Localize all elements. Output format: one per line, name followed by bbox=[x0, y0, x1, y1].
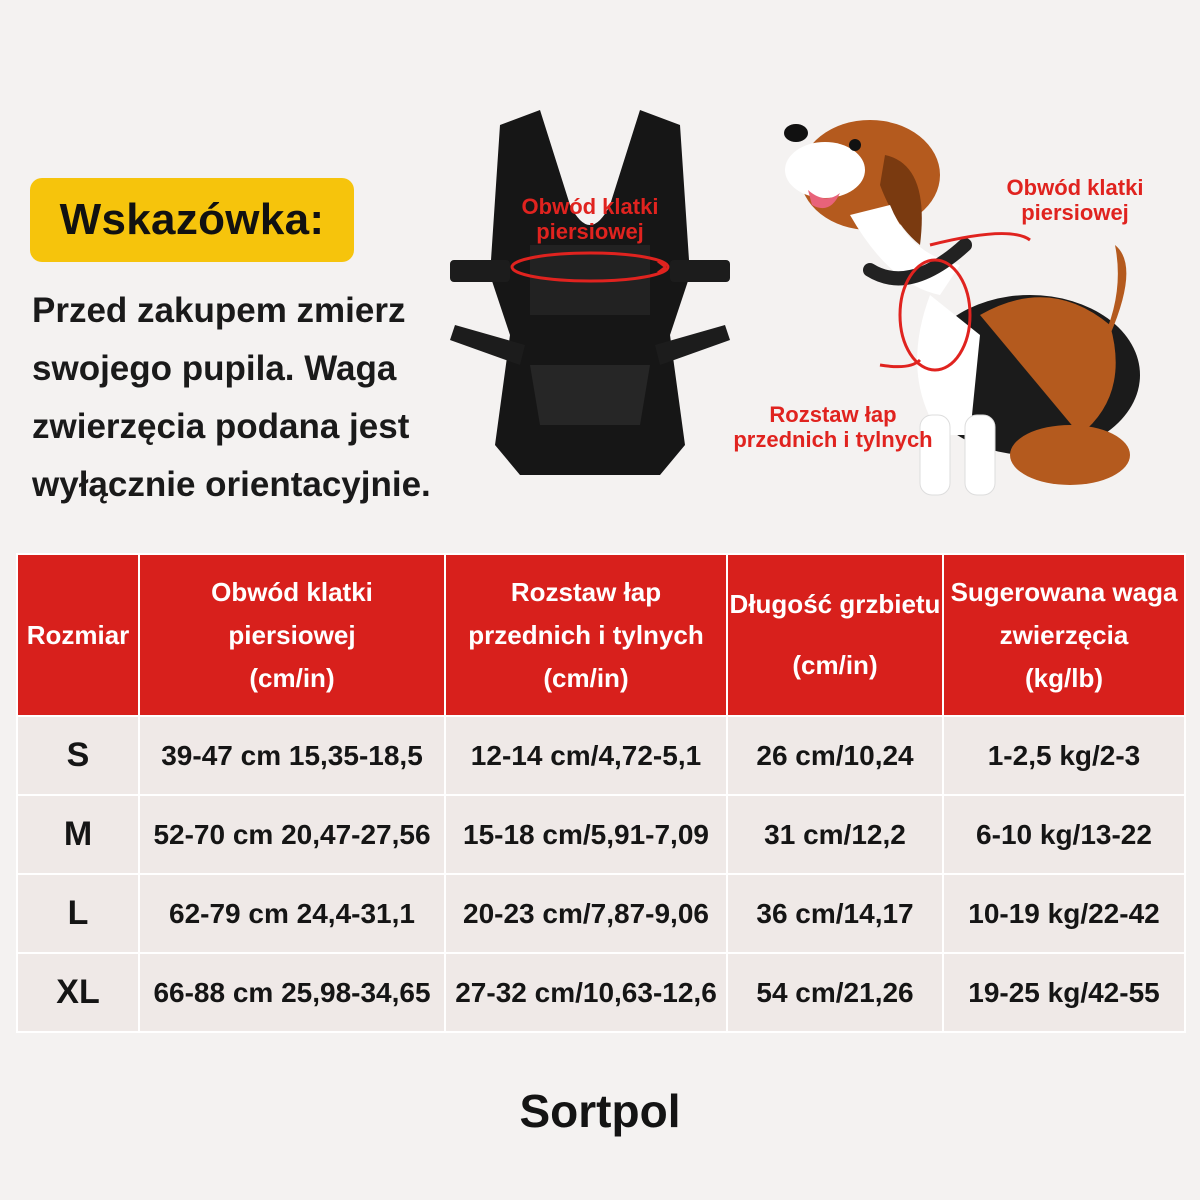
tip-badge bbox=[30, 178, 354, 262]
chest-cell: 52-70 cm 20,47-27,56 bbox=[139, 795, 445, 874]
weight-cell: 1-2,5 kg/2-3 bbox=[943, 716, 1185, 795]
back-length-cell: 26 cm/10,24 bbox=[727, 716, 943, 795]
size-cell: L bbox=[17, 874, 139, 953]
header-line: przednich i tylnych bbox=[468, 619, 704, 650]
header-line: (cm/in) bbox=[543, 662, 629, 693]
header-size bbox=[17, 554, 139, 716]
table-row bbox=[17, 795, 1185, 874]
weight-cell: 10-19 kg/22-42 bbox=[943, 874, 1185, 953]
header-chest bbox=[139, 554, 445, 716]
dog-legs-callout: Rozstaw łap przednich i tylnych bbox=[733, 402, 933, 452]
harness-chest-callout: Obwód klatki piersiowej bbox=[521, 194, 659, 244]
back-length-cell: 36 cm/14,17 bbox=[727, 874, 943, 953]
chest-cell: 66-88 cm 25,98-34,65 bbox=[139, 953, 445, 1032]
size-cell: M bbox=[17, 795, 139, 874]
header-line: Sugerowana waga bbox=[950, 576, 1178, 607]
back-length-cell: 54 cm/21,26 bbox=[727, 953, 943, 1032]
dog-chest-callout: Obwód klatki piersiowej bbox=[1006, 175, 1144, 225]
chest-cell: 39-47 cm 15,35-18,5 bbox=[139, 716, 445, 795]
tip-title: Wskazówka: bbox=[59, 195, 325, 244]
size-cell: XL bbox=[17, 953, 139, 1032]
header-line: (cm/in) bbox=[249, 662, 335, 693]
header-line: (kg/lb) bbox=[1025, 662, 1103, 693]
size-table bbox=[16, 553, 1186, 1033]
weight-cell: 6-10 kg/13-22 bbox=[943, 795, 1185, 874]
harness-image bbox=[430, 95, 750, 505]
header-weight bbox=[943, 554, 1185, 716]
leg-span-cell: 20-23 cm/7,87-9,06 bbox=[445, 874, 727, 953]
table-header-row bbox=[17, 554, 1185, 716]
back-length-cell: 31 cm/12,2 bbox=[727, 795, 943, 874]
leg-span-cell: 27-32 cm/10,63-12,6 bbox=[445, 953, 727, 1032]
table-row bbox=[17, 953, 1185, 1032]
size-cell: S bbox=[17, 716, 139, 795]
tip-text: Przed zakupem zmierz swojego pupila. Waga zwierzęcia podana jest wyłącznie orientacyjnie. bbox=[32, 291, 431, 504]
weight-cell: 19-25 kg/42-55 bbox=[943, 953, 1185, 1032]
brand-logo: Sortpol bbox=[519, 1085, 681, 1137]
header-back-length bbox=[727, 554, 943, 716]
chest-cell: 62-79 cm 24,4-31,1 bbox=[139, 874, 445, 953]
header-line: Długość grzbietu bbox=[729, 589, 941, 619]
table-row bbox=[17, 716, 1185, 795]
leg-span-cell: 12-14 cm/4,72-5,1 bbox=[445, 716, 727, 795]
leg-span-cell: 15-18 cm/5,91-7,09 bbox=[445, 795, 727, 874]
dog-image bbox=[730, 95, 1190, 515]
header-line: piersiowej bbox=[228, 619, 356, 650]
header-line: (cm/in) bbox=[792, 650, 878, 680]
header-line: Rozmiar bbox=[26, 619, 130, 650]
header-line: Rozstaw łap bbox=[510, 576, 662, 607]
header-line: Obwód klatki bbox=[211, 576, 373, 607]
header-line: zwierzęcia bbox=[999, 619, 1129, 650]
header-leg-span bbox=[445, 554, 727, 716]
table-row bbox=[17, 874, 1185, 953]
